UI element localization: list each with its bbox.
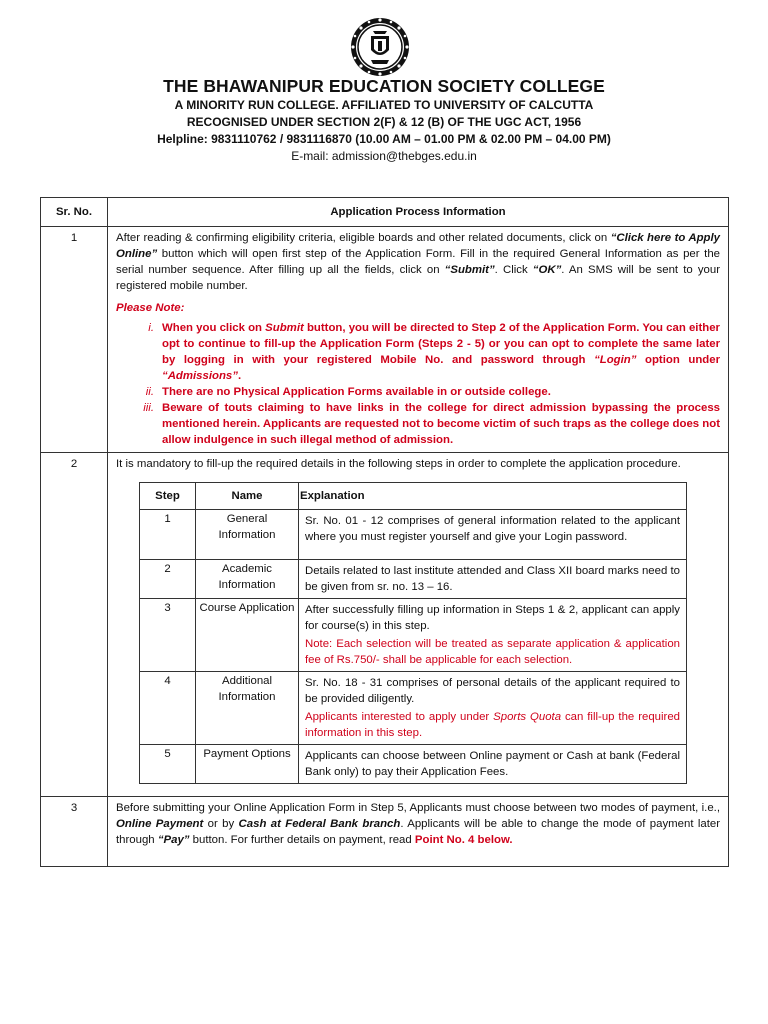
table-row <box>140 672 687 745</box>
row2-intro: It is mandatory to fill-up the required details in the following steps in order to complete the application procedure. <box>116 458 681 470</box>
text: Before submitting your Online Application Form in Step 5, Applicants must choose between two modes of payment, i.e., <box>116 802 720 814</box>
helpline-line: Helpline: 9831110762 / 9831116870 (10.00 AM – 01.00 PM & 02.00 PM – 04.00 PM) <box>157 132 611 146</box>
text: “Admissions” <box>162 370 238 382</box>
table-header-row <box>41 198 729 227</box>
email-line: E-mail: admission@thebges.edu.in <box>291 149 477 163</box>
submit-ref: “Submit” <box>444 264 495 276</box>
steps-table <box>139 482 687 784</box>
step-note: Note: Each selection will be treated as separate application & application fee of Rs.750/- shall be applicable for each selection. <box>305 638 680 666</box>
step-name: Payment Options <box>196 745 299 784</box>
step-name: General Information <box>196 510 299 560</box>
col-header-info: Application Process Information <box>108 198 729 227</box>
text: “Login” <box>594 354 637 366</box>
row-sr-number: 1 <box>41 227 108 453</box>
recognition-line: RECOGNISED UNDER SECTION 2(F) & 12 (B) OF THE UGC ACT, 1956 <box>186 115 582 129</box>
text: button which will open first step of the Application Form. Fill in the required General Information as per the serial number sequence. After filling up all the fields, click on <box>116 248 720 276</box>
text: There are no Physical Application Forms available in or outside college. <box>162 386 551 398</box>
ok-ref: “OK” <box>532 264 562 276</box>
step-name: Academic Information <box>196 560 299 599</box>
text: (Steps 2 - 5) <box>418 338 485 350</box>
row-content <box>108 453 729 797</box>
list-item <box>116 320 720 384</box>
apply-online-ref: “Click here to Apply Online” <box>116 232 720 260</box>
text: Applicants interested to apply under <box>305 711 494 723</box>
step-name: Course Application <box>196 599 299 672</box>
list-number: i. <box>148 322 154 334</box>
table-row <box>140 745 687 784</box>
row-sr-number: 3 <box>41 797 108 867</box>
col-header-explanation: Explanation <box>299 483 687 510</box>
note-list <box>116 320 720 448</box>
text: Cash at Federal Bank branch <box>238 818 401 830</box>
text: Online Payment <box>116 818 204 830</box>
step-explanation: Details related to last institute attended and Class XII board marks need to be given from sr. no. 13 – 16. <box>299 560 687 599</box>
affiliation-line: A MINORITY RUN COLLEGE. AFFILIATED TO UNIVERSITY OF CALCUTTA <box>174 98 594 112</box>
college-name: THE BHAWANIPUR EDUCATION SOCIETY COLLEGE <box>163 76 605 96</box>
text: option under <box>636 354 720 366</box>
list-number: iii. <box>143 402 154 414</box>
table-row <box>140 560 687 599</box>
steps-header-row <box>140 483 687 510</box>
text: “Pay” <box>157 834 190 846</box>
list-item <box>116 400 720 448</box>
text: . An SMS will be sent to your registered mobile number. <box>116 264 720 292</box>
step-name: Additional Information <box>196 672 299 745</box>
text: . <box>237 370 242 382</box>
text: When you click on <box>162 322 266 334</box>
col-header-name: Name <box>196 483 299 510</box>
step-text: Sr. No. 18 - 31 comprises of personal details of the applicant required to be provided diligently. <box>305 677 680 705</box>
row-content <box>108 797 729 867</box>
text: or by <box>203 818 239 830</box>
row1-paragraph <box>116 230 720 294</box>
text: Beware of touts claiming to have links in the college for direct admission bypassing the process mentioned herein. Applicants are requested not to become victim of such traps as the college does not allow indulgence in such illegal method of admission. <box>162 402 720 446</box>
text: . Applicants will be able to change the mode of payment later through <box>116 818 721 846</box>
text: or you can opt to complete the same later by logging in with your registered Mobile No. and password through <box>162 338 721 366</box>
table-row <box>140 510 687 560</box>
text: can fill-up the required information in this step. <box>305 711 680 739</box>
table-row <box>140 599 687 672</box>
step-explanation: Applicants can choose between Online payment or Cash at bank (Federal Bank only) to pay their Application Fees. <box>299 745 687 784</box>
list-number: ii. <box>145 386 154 398</box>
text: Sports Quota <box>493 711 562 723</box>
col-header-sr: Sr. No. <box>41 198 108 227</box>
table-row <box>41 227 729 453</box>
step-number: 5 <box>140 745 196 784</box>
step-explanation: Sr. No. 01 - 12 comprises of general information related to the applicant where you must register yourself and give your Login password. <box>299 510 687 560</box>
application-process-table <box>40 197 729 867</box>
step-number: 2 <box>140 560 196 599</box>
table-row <box>41 453 729 797</box>
text: After reading & confirming eligibility criteria, eligible boards and other related documents, click on <box>116 232 611 244</box>
step-note <box>305 709 680 741</box>
step-explanation <box>299 599 687 672</box>
step-explanation <box>299 672 687 745</box>
text: . Click <box>494 264 533 276</box>
please-note-label: Please Note: <box>116 302 185 314</box>
step-number: 4 <box>140 672 196 745</box>
college-seal-icon <box>349 16 411 78</box>
table-row <box>41 797 729 867</box>
point-4-ref: Point No. 4 below. <box>414 834 513 846</box>
step-number: 3 <box>140 599 196 672</box>
list-item <box>116 384 720 400</box>
step-text: After successfully filling up information in Steps 1 & 2, applicant can apply for course(s) in this step. <box>305 604 680 632</box>
text: button. For further details on payment, read <box>189 834 415 846</box>
step-number: 1 <box>140 510 196 560</box>
row-sr-number: 2 <box>41 453 108 797</box>
col-header-step: Step <box>140 483 196 510</box>
text: Submit <box>265 322 304 334</box>
row-content <box>108 227 729 453</box>
text: button, you will be directed to Step 2 of the Application Form. You can either opt to continue to fill-up the Application Form <box>162 322 720 350</box>
